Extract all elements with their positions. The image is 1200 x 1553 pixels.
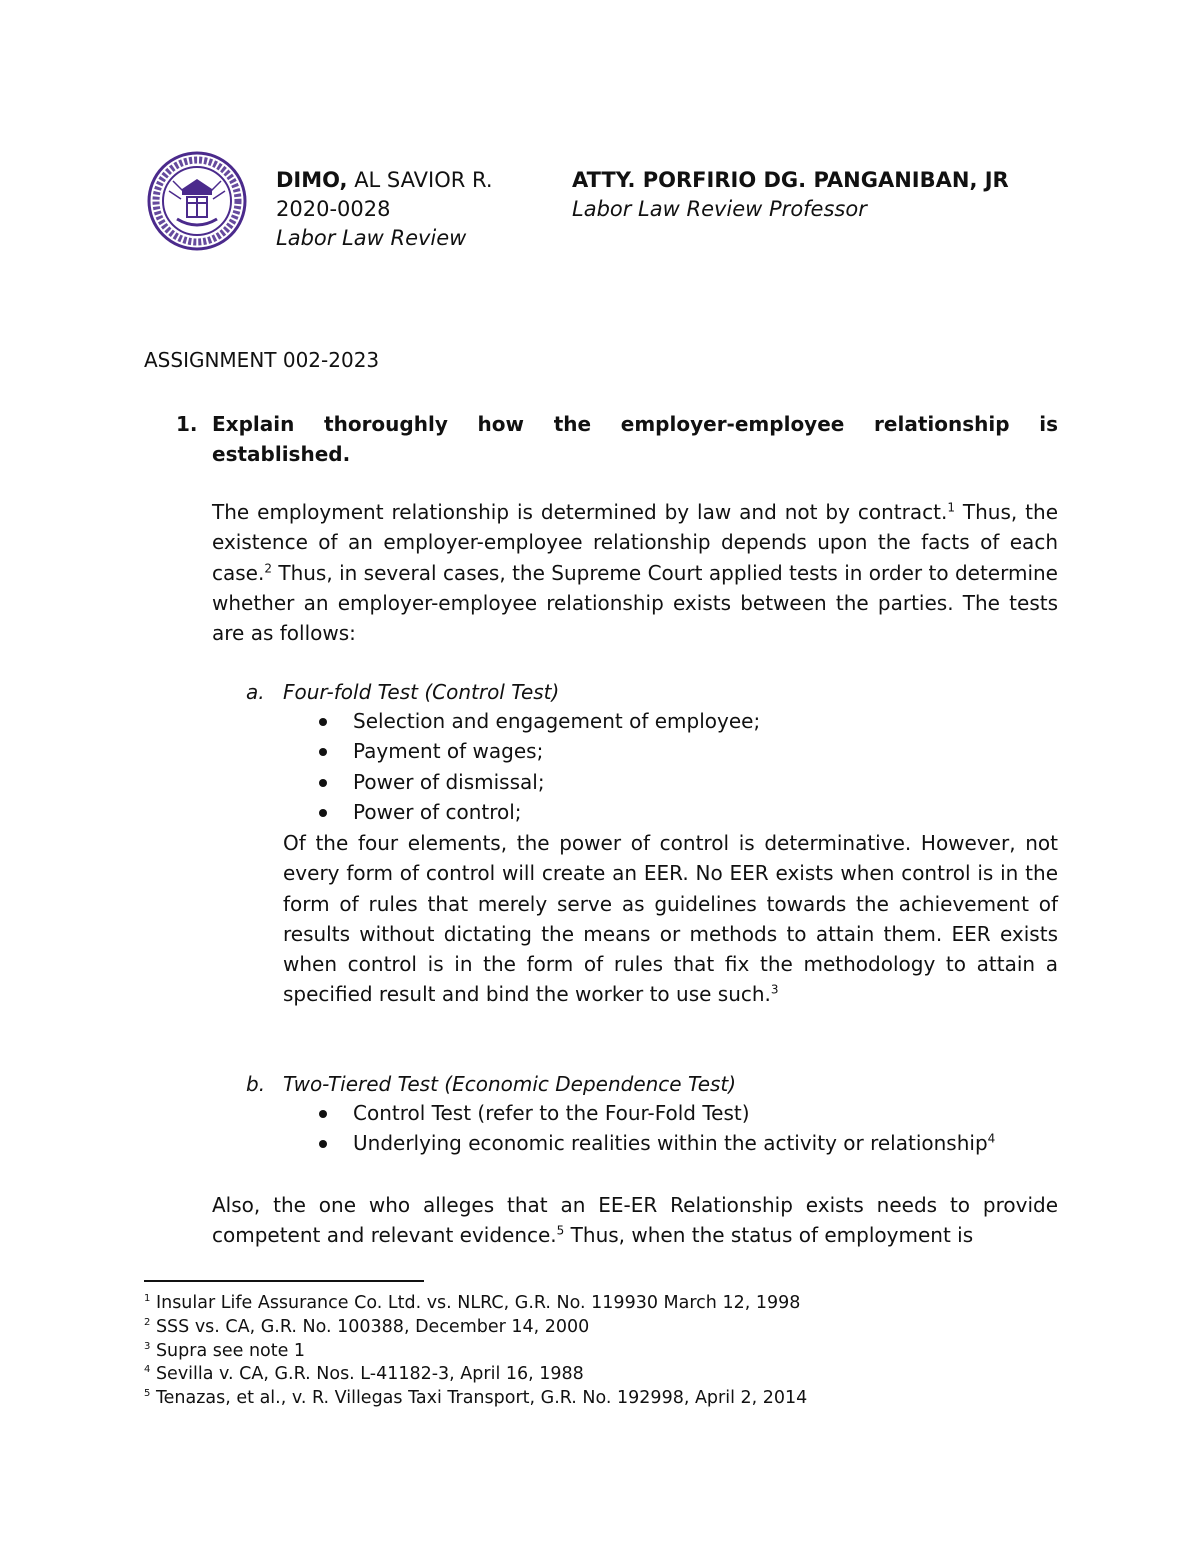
control-test-explanation: Of the four elements, the power of control is determinative. However, not every form of control will create an EER. No EER exists when control is in the form of rules that merely serve as guidelines towards the achievement of results without dictating the means or methods to attain them. EER exists when control is in the form of rules that fix the methodology to attain a specified result and bind the worker to use such.$^3$ (283, 831, 1058, 1007)
footnote-ref-1[interactable]: 1 (947, 500, 955, 515)
professor-info (572, 166, 1009, 224)
footnote-ref-4[interactable]: 4 (987, 1131, 996, 1146)
test-a-label: a. (246, 680, 265, 704)
bullet-icon (319, 1110, 327, 1118)
four-fold-test-list (316, 706, 760, 827)
list-item: Underlying economic realities within the activity or relationship$^4$ (316, 1128, 995, 1158)
student-id: 2020-0028 (276, 197, 391, 221)
list-item: Power of control; (316, 797, 760, 827)
footnote-ref-2[interactable]: 2 (264, 560, 272, 575)
footnotes (144, 1292, 807, 1411)
paragraph-employment-relationship: The employment relationship is determined by law and not by contract.$^1$ Thus, the existence of an employer-employee relationship depends upon the facts of each case.$^2$ Thus, in several cases, the Supreme Court applied tests in order to determine whether an employer-employee relationship exists between the parties. The tests are as follows: (212, 500, 1058, 646)
professor-title: Labor Law Review Professor (572, 197, 867, 221)
footnote-ref-3[interactable]: 3 (770, 982, 779, 997)
test-b-title: Two-Tiered Test (Economic Dependence Test) (283, 1072, 737, 1096)
list-item: Power of dismissal; (316, 767, 760, 797)
test-a-title: Four-fold Test (Control Test) (283, 680, 560, 704)
university-seal-icon (147, 151, 247, 251)
paragraph-burden-of-proof: Also, the one who alleges that an EE-ER Relationship exists needs to provide competent and relevant evidence.$^5$ Thus, when the status of employment is (212, 1193, 1058, 1248)
bullet-icon (319, 718, 327, 726)
student-name: DIMO, AL SAVIOR R. (276, 168, 493, 192)
footnote: $^2$ SSS vs. CA, G.R. No. 100388, December 14, 2000 (144, 1316, 590, 1337)
footnote-separator (144, 1280, 424, 1282)
footnote: $^5$ Tenazas, et al., v. R. Villegas Taxi Transport, G.R. No. 192998, April 2, 2014 (144, 1388, 808, 1409)
footnote: $^4$ Sevilla v. CA, G.R. Nos. L-41182-3, April 16, 1988 (144, 1364, 584, 1385)
test-b-label: b. (246, 1072, 266, 1096)
course-name: Labor Law Review (276, 226, 467, 250)
footnote: $^1$ Insular Life Assurance Co. Ltd. vs. NLRC, G.R. No. 119930 March 12, 1998 (144, 1293, 801, 1313)
bullet-icon (319, 809, 327, 817)
question-text: Explain thoroughly how the employer-employee relationship is established. (212, 412, 1058, 466)
list-item: Payment of wages; (316, 736, 760, 766)
footnote: $^3$ Supra see note 1 (144, 1340, 306, 1361)
bullet-icon (319, 779, 327, 787)
two-tiered-test-list (316, 1098, 995, 1159)
question-number: 1. (176, 412, 198, 436)
list-item: Selection and engagement of employee; (316, 706, 760, 736)
bullet-icon (319, 1140, 327, 1148)
list-item: Control Test (refer to the Four-Fold Test) (316, 1098, 995, 1128)
student-info (276, 166, 493, 253)
assignment-title: ASSIGNMENT 002-2023 (144, 348, 380, 372)
bullet-icon (319, 748, 327, 756)
professor-name: ATTY. PORFIRIO DG. PANGANIBAN, JR (572, 168, 1009, 192)
footnote-ref-5[interactable]: 5 (556, 1223, 565, 1238)
